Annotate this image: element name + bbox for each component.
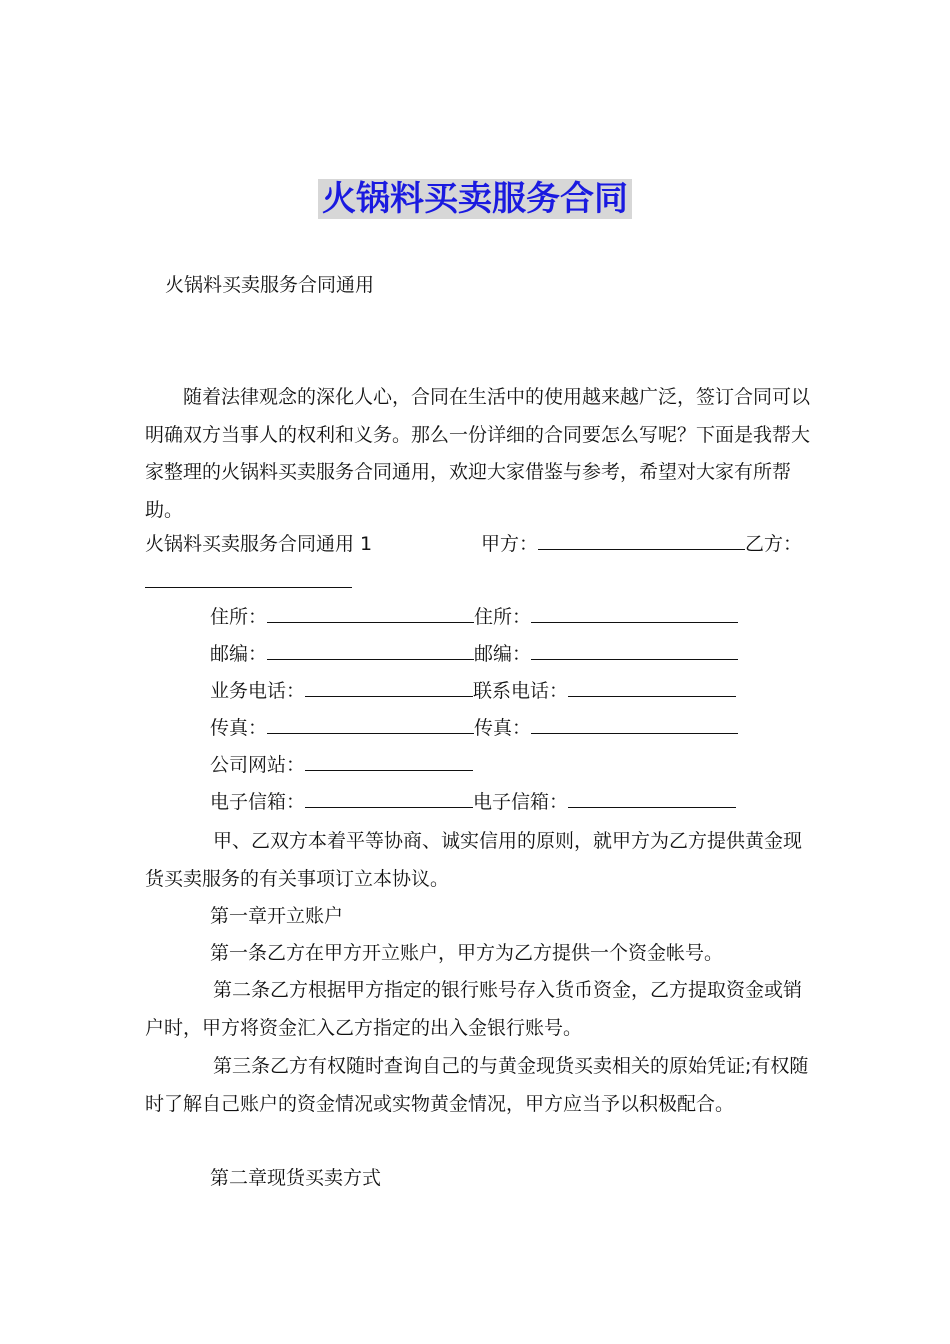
fax-b-blank (531, 715, 738, 734)
party-a-row (481, 530, 802, 558)
fax-a-blank (267, 715, 474, 734)
phone-a-blank (305, 678, 473, 697)
address-b-label: 住所： (474, 606, 532, 628)
website-row (210, 751, 473, 779)
address-row (210, 603, 738, 631)
fax-a-label: 传真： (210, 717, 268, 739)
postcode-row (210, 640, 738, 668)
email-a-blank (305, 789, 473, 808)
email-b-label: 电子信箱： (473, 791, 569, 813)
chapter-1-heading: 第一章开立账户 (210, 905, 344, 927)
party-b-label: 乙方： (745, 533, 803, 555)
title-text: 火锅料买卖服务合同 (318, 179, 632, 219)
website-blank (305, 752, 473, 771)
email-a-label: 电子信箱： (210, 791, 306, 813)
document-subtitle: 火锅料买卖服务合同通用 (165, 274, 375, 296)
document-title (0, 176, 950, 222)
fax-b-label: 传真： (474, 717, 532, 739)
address-b-blank (531, 604, 738, 623)
email-b-blank (568, 789, 736, 808)
article-3: 第三条乙方有权随时查询自己的与黄金现货买卖相关的原始凭证;有权随时了解自己账户的资金情况或实物黄金情况，甲方应当予以积极配合。 (145, 1055, 809, 1115)
postcode-a-blank (267, 641, 474, 660)
postcode-b-blank (531, 641, 738, 660)
contract-heading: 火锅料买卖服务合同通用 1 (145, 533, 373, 555)
phone-b-blank (568, 678, 736, 697)
chapter-2-heading: 第二章现货买卖方式 (210, 1167, 382, 1189)
email-row (210, 788, 736, 816)
address-a-blank (267, 604, 474, 623)
phone-b-label: 联系电话： (473, 680, 569, 702)
party-a-blank (538, 531, 745, 550)
party-b-blank (145, 569, 352, 588)
phone-a-label: 业务电话： (210, 680, 306, 702)
postcode-b-label: 邮编： (474, 643, 532, 665)
party-a-label: 甲方： (481, 533, 539, 555)
contract-heading-row (145, 530, 372, 558)
agreement-paragraph: 甲、乙双方本着平等协商、诚实信用的原则，就甲方为乙方提供黄金现货买卖服务的有关事项订立本协议。 (145, 830, 803, 890)
website-label: 公司网站： (210, 754, 306, 776)
fax-row (210, 714, 738, 742)
party-b-row (145, 568, 352, 596)
phone-row (210, 677, 736, 705)
article-1: 第一条乙方在甲方开立账户，甲方为乙方提供一个资金帐号。 (210, 942, 724, 964)
intro-paragraph: 随着法律观念的深化人心，合同在生活中的使用越来越广泛，签订合同可以明确双方当事人的权利和义务。那么一份详细的合同要怎么写呢？下面是我帮大家整理的火锅料买卖服务合同通用，欢迎大家借鉴与参考，希望对大家有所帮助。 (145, 386, 811, 521)
article-2: 第二条乙方根据甲方指定的银行账号存入货币资金，乙方提取资金或销户时，甲方将资金汇入乙方指定的出入金银行账号。 (145, 979, 803, 1039)
address-a-label: 住所： (210, 606, 268, 628)
postcode-a-label: 邮编： (210, 643, 268, 665)
